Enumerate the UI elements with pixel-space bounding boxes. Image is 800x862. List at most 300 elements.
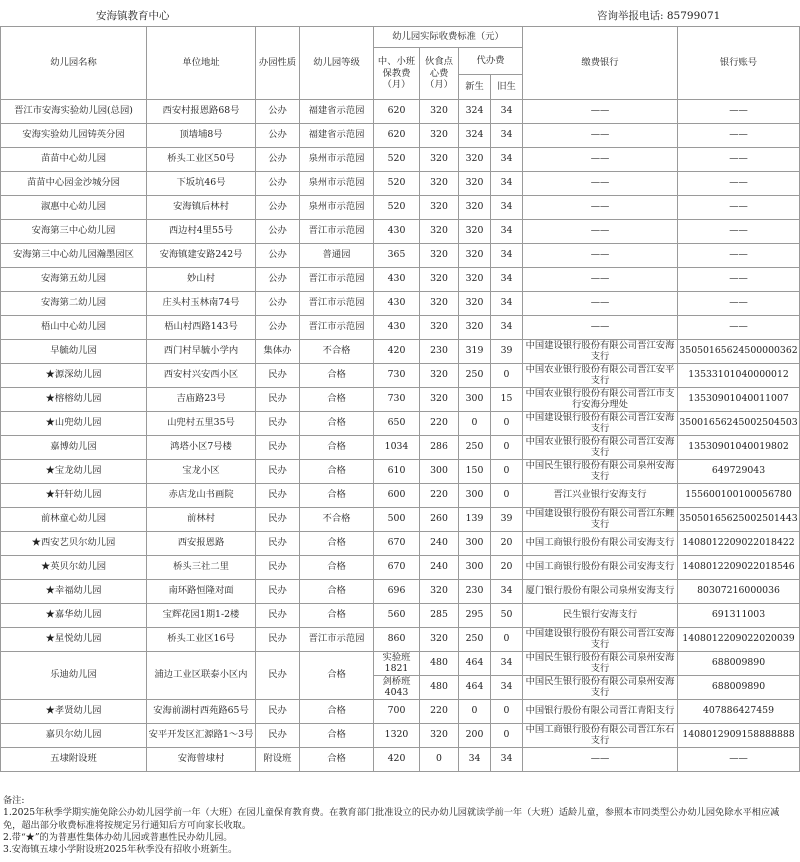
header-bank: 缴费银行	[523, 27, 678, 100]
nature: 公办	[256, 124, 300, 148]
kindergarten-name: ★孝贤幼儿园	[1, 700, 147, 724]
meal: 240	[420, 532, 459, 556]
nature: 民办	[256, 508, 300, 532]
header-grade: 幼儿园等级	[300, 27, 374, 100]
table-row	[1, 100, 800, 124]
bank: ——	[523, 148, 678, 172]
nature: 民办	[256, 580, 300, 604]
grade: 不合格	[300, 508, 374, 532]
meal: 320	[420, 316, 459, 340]
header-old: 旧生	[491, 75, 523, 100]
bank: ——	[523, 244, 678, 268]
agency-old: 34	[491, 316, 523, 340]
class-type-fee: 实验班1821	[374, 652, 420, 676]
meal: 220	[420, 700, 459, 724]
kindergarten-name: 淑惠中心幼儿园	[1, 196, 147, 220]
table-row	[1, 628, 800, 652]
address: 安平开发区汇源路1～3号	[147, 724, 256, 748]
grade: 泉州市示范园	[300, 148, 374, 172]
fee-table	[0, 26, 800, 772]
address: 西门村早毓小学内	[147, 340, 256, 364]
agency-old: 34	[491, 124, 523, 148]
grade: 合格	[300, 532, 374, 556]
agency-old: 34	[491, 100, 523, 124]
nature: 公办	[256, 292, 300, 316]
kindergarten-name: 晋江市安海实验幼儿园(总园)	[1, 100, 147, 124]
bank: ——	[523, 748, 678, 772]
meal: 320	[420, 580, 459, 604]
bank: 中国农业银行股份有限公司晋江安海支行	[523, 436, 678, 460]
address: 庄头村玉林南74号	[147, 292, 256, 316]
kindergarten-name: 苗苗中心园金沙城分园	[1, 172, 147, 196]
address: 妙山村	[147, 268, 256, 292]
agency-new: 320	[459, 244, 491, 268]
account: 691311003	[678, 604, 800, 628]
note-item: 2.带“★”的为普惠性集体办幼儿园或普惠性民办幼儿园。	[3, 831, 233, 843]
nature: 民办	[256, 436, 300, 460]
bank: ——	[523, 196, 678, 220]
account: ——	[678, 148, 800, 172]
meal: 320	[420, 100, 459, 124]
kindergarten-name: 嘉博幼儿园	[1, 436, 147, 460]
tuition: 1320	[374, 724, 420, 748]
agency-old: 34	[491, 292, 523, 316]
page-header	[0, 0, 800, 26]
nature: 民办	[256, 724, 300, 748]
account: ——	[678, 172, 800, 196]
nature: 民办	[256, 364, 300, 388]
agency-old: 34	[491, 196, 523, 220]
account: 407886427459	[678, 700, 800, 724]
bank: ——	[523, 292, 678, 316]
nature: 公办	[256, 196, 300, 220]
meal: 230	[420, 340, 459, 364]
bank: 中国建设银行股份有限公司晋江安海支行	[523, 340, 678, 364]
grade: 合格	[300, 556, 374, 580]
meal: 260	[420, 508, 459, 532]
agency-old: 34	[491, 748, 523, 772]
bank: ——	[523, 172, 678, 196]
account: ——	[678, 316, 800, 340]
table-row	[1, 292, 800, 316]
tuition: 430	[374, 220, 420, 244]
address: 桥头三社二里	[147, 556, 256, 580]
header-nature: 办园性质	[256, 27, 300, 100]
kindergarten-name: ★榕榕幼儿园	[1, 388, 147, 412]
address: 赤店龙山书画院	[147, 484, 256, 508]
address: 西安报恩路	[147, 532, 256, 556]
account: 35001656245002504503	[678, 412, 800, 436]
tuition: 520	[374, 172, 420, 196]
kindergarten-name: ★星悦幼儿园	[1, 628, 147, 652]
grade: 合格	[300, 460, 374, 484]
tuition: 860	[374, 628, 420, 652]
tuition: 430	[374, 292, 420, 316]
nature: 公办	[256, 244, 300, 268]
tuition: 430	[374, 268, 420, 292]
address: 南环路恒隆对面	[147, 580, 256, 604]
bank: ——	[523, 100, 678, 124]
agency-new: 300	[459, 556, 491, 580]
account: 155600100100056780	[678, 484, 800, 508]
agency-old: 39	[491, 340, 523, 364]
address: 山兜村五里35号	[147, 412, 256, 436]
grade: 泉州市示范园	[300, 172, 374, 196]
address: 鸿塔小区7号楼	[147, 436, 256, 460]
kindergarten-name: ★西安艺贝尔幼儿园	[1, 532, 147, 556]
note-item: 1.2025年秋季学期实施免除公办幼儿园学前一年（大班）在园儿童保育教育费。在教育部门批准设立的民办幼儿园就读学前一年（大班）适龄儿童，参照本市同类型公办幼儿园免除水平相应减免，超出部分收费标准将按规定另行通知后方可向家长收取。	[3, 807, 780, 831]
tuition: 620	[374, 124, 420, 148]
address: 桥头工业区50号	[147, 148, 256, 172]
address: 西边村4里55号	[147, 220, 256, 244]
notes	[3, 795, 795, 857]
grade: 合格	[300, 364, 374, 388]
grade: 普通园	[300, 244, 374, 268]
kindergarten-name: 苗苗中心幼儿园	[1, 148, 147, 172]
account: 688009890	[678, 676, 800, 700]
address: 西安村报恩路68号	[147, 100, 256, 124]
grade: 合格	[300, 700, 374, 724]
agency-old: 0	[491, 628, 523, 652]
nature: 公办	[256, 172, 300, 196]
agency-old: 34	[491, 676, 523, 700]
table-row	[1, 700, 800, 724]
grade: 合格	[300, 724, 374, 748]
account: 35050165625002501443	[678, 508, 800, 532]
meal: 240	[420, 556, 459, 580]
grade: 不合格	[300, 340, 374, 364]
table-row	[1, 580, 800, 604]
tuition: 620	[374, 100, 420, 124]
kindergarten-name: 五埭附设班	[1, 748, 147, 772]
meal: 286	[420, 436, 459, 460]
bank: 中国民生银行股份有限公司泉州安海支行	[523, 676, 678, 700]
account: ——	[678, 124, 800, 148]
bank: 中国建设银行股份有限公司晋江安海支行	[523, 412, 678, 436]
tuition: 730	[374, 388, 420, 412]
bank: 中国银行股份有限公司晋江青阳支行	[523, 700, 678, 724]
org-name: 安海镇教育中心	[96, 10, 170, 22]
grade: 晋江市示范园	[300, 268, 374, 292]
tuition: 500	[374, 508, 420, 532]
agency-old: 34	[491, 172, 523, 196]
table-row	[1, 388, 800, 412]
meal: 285	[420, 604, 459, 628]
bank: ——	[523, 124, 678, 148]
agency-new: 300	[459, 484, 491, 508]
grade: 晋江市示范园	[300, 220, 374, 244]
account: 13530901040019802	[678, 436, 800, 460]
tuition: 600	[374, 484, 420, 508]
tuition: 420	[374, 340, 420, 364]
agency-old: 50	[491, 604, 523, 628]
address: 西安村兴安西小区	[147, 364, 256, 388]
tuition: 365	[374, 244, 420, 268]
bank: 中国工商银行股份有限公司安海支行	[523, 532, 678, 556]
agency-new: 320	[459, 292, 491, 316]
kindergarten-name: 安海实验幼儿园铸英分园	[1, 124, 147, 148]
nature: 集体办	[256, 340, 300, 364]
tuition: 730	[374, 364, 420, 388]
agency-old: 34	[491, 580, 523, 604]
account: ——	[678, 748, 800, 772]
address: 前林村	[147, 508, 256, 532]
bank: 中国农业银行股份有限公司晋江市支行安海分理处	[523, 388, 678, 412]
grade: 福建省示范园	[300, 124, 374, 148]
address: 安海前湖村西苑路65号	[147, 700, 256, 724]
bank: 厦门银行股份有限公司泉州安海支行	[523, 580, 678, 604]
kindergarten-name: 安海第五幼儿园	[1, 268, 147, 292]
address: 浦边工业区联泰小区内	[147, 652, 256, 700]
kindergarten-name: 安海第二幼儿园	[1, 292, 147, 316]
bank: 中国建设银行股份有限公司晋江安海支行	[523, 628, 678, 652]
agency-old: 34	[491, 652, 523, 676]
grade: 晋江市示范园	[300, 628, 374, 652]
meal: 320	[420, 364, 459, 388]
header-account: 银行账号	[678, 27, 800, 100]
table-row	[1, 148, 800, 172]
agency-old: 0	[491, 724, 523, 748]
kindergarten-name: 乐迪幼儿园	[1, 652, 147, 700]
agency-old: 0	[491, 412, 523, 436]
account: 1408012909158888888	[678, 724, 800, 748]
bank: 中国工商银行股份有限公司晋江东石支行	[523, 724, 678, 748]
grade: 合格	[300, 748, 374, 772]
nature: 民办	[256, 412, 300, 436]
meal: 320	[420, 292, 459, 316]
address: 梧山村西路143号	[147, 316, 256, 340]
meal: 480	[420, 676, 459, 700]
tuition: 430	[374, 316, 420, 340]
address: 桥头工业区16号	[147, 628, 256, 652]
meal: 0	[420, 748, 459, 772]
agency-old: 15	[491, 388, 523, 412]
address: 吉庙路23号	[147, 388, 256, 412]
agency-new: 320	[459, 268, 491, 292]
agency-new: 324	[459, 124, 491, 148]
account: 80307216000036	[678, 580, 800, 604]
nature: 公办	[256, 220, 300, 244]
header-tuition: 中、小班保教费（月）	[374, 48, 420, 100]
nature: 公办	[256, 268, 300, 292]
agency-new: 0	[459, 700, 491, 724]
agency-new: 200	[459, 724, 491, 748]
table-row	[1, 724, 800, 748]
table-row	[1, 532, 800, 556]
meal: 320	[420, 268, 459, 292]
account: ——	[678, 220, 800, 244]
bank: ——	[523, 268, 678, 292]
meal: 320	[420, 244, 459, 268]
agency-old: 20	[491, 532, 523, 556]
tuition: 520	[374, 148, 420, 172]
tuition: 420	[374, 748, 420, 772]
table-row	[1, 412, 800, 436]
header-agency: 代办费	[459, 48, 523, 75]
header-name: 幼儿园名称	[1, 27, 147, 100]
kindergarten-name: 前林童心幼儿园	[1, 508, 147, 532]
agency-new: 0	[459, 412, 491, 436]
nature: 民办	[256, 388, 300, 412]
table-row	[1, 124, 800, 148]
agency-old: 39	[491, 508, 523, 532]
kindergarten-name: ★轩轩幼儿园	[1, 484, 147, 508]
agency-new: 34	[459, 748, 491, 772]
address: 安海镇后林村	[147, 196, 256, 220]
table-row	[1, 220, 800, 244]
meal: 320	[420, 628, 459, 652]
meal: 320	[420, 148, 459, 172]
table-row	[1, 244, 800, 268]
table-row	[1, 508, 800, 532]
agency-new: 464	[459, 676, 491, 700]
kindergarten-name: ★幸福幼儿园	[1, 580, 147, 604]
meal: 320	[420, 220, 459, 244]
table-row	[1, 604, 800, 628]
agency-old: 0	[491, 436, 523, 460]
bank: 中国农业银行股份有限公司晋江安平支行	[523, 364, 678, 388]
note-item: 3.安海镇五埭小学附设班2025年秋季没有招收小班新生。	[3, 844, 238, 856]
account: 649729043	[678, 460, 800, 484]
agency-new: 319	[459, 340, 491, 364]
tuition: 610	[374, 460, 420, 484]
nature: 公办	[256, 100, 300, 124]
account: ——	[678, 196, 800, 220]
grade: 合格	[300, 652, 374, 700]
agency-new: 139	[459, 508, 491, 532]
bank: 晋江兴业银行安海支行	[523, 484, 678, 508]
nature: 民办	[256, 460, 300, 484]
class-type-fee: 剑桥班4043	[374, 676, 420, 700]
address: 安海曾埭村	[147, 748, 256, 772]
agency-new: 300	[459, 388, 491, 412]
kindergarten-name: ★山兜幼儿园	[1, 412, 147, 436]
nature: 民办	[256, 484, 300, 508]
account: 1408012209022018546	[678, 556, 800, 580]
tuition: 560	[374, 604, 420, 628]
agency-old: 20	[491, 556, 523, 580]
tuition: 650	[374, 412, 420, 436]
grade: 合格	[300, 484, 374, 508]
table-row	[1, 340, 800, 364]
table-row	[1, 316, 800, 340]
kindergarten-name: 早毓幼儿园	[1, 340, 147, 364]
agency-new: 320	[459, 172, 491, 196]
kindergarten-name: ★英贝尔幼儿园	[1, 556, 147, 580]
grade: 泉州市示范园	[300, 196, 374, 220]
agency-new: 250	[459, 364, 491, 388]
agency-old: 34	[491, 244, 523, 268]
agency-new: 320	[459, 196, 491, 220]
hotline: 咨询举报电话: 85799071	[597, 10, 721, 22]
table-row	[1, 556, 800, 580]
nature: 民办	[256, 604, 300, 628]
agency-old: 34	[491, 268, 523, 292]
table-row	[1, 172, 800, 196]
grade: 福建省示范园	[300, 100, 374, 124]
meal: 300	[420, 460, 459, 484]
nature: 公办	[256, 316, 300, 340]
table-row	[1, 268, 800, 292]
account: ——	[678, 268, 800, 292]
meal: 320	[420, 124, 459, 148]
tuition: 520	[374, 196, 420, 220]
table-row	[1, 460, 800, 484]
agency-new: 324	[459, 100, 491, 124]
bank: 中国民生银行股份有限公司泉州安海支行	[523, 652, 678, 676]
meal: 320	[420, 388, 459, 412]
account: 35050165624500000362	[678, 340, 800, 364]
nature: 民办	[256, 532, 300, 556]
bank: 中国民生银行股份有限公司泉州安海支行	[523, 460, 678, 484]
agency-old: 34	[491, 148, 523, 172]
nature: 附设班	[256, 748, 300, 772]
bank: 民生银行安海支行	[523, 604, 678, 628]
agency-new: 295	[459, 604, 491, 628]
table-row	[1, 748, 800, 772]
bank: 中国建设银行股份有限公司晋江东鲤支行	[523, 508, 678, 532]
tuition: 1034	[374, 436, 420, 460]
address: 安海镇建安路242号	[147, 244, 256, 268]
address: 宝龙小区	[147, 460, 256, 484]
meal: 320	[420, 196, 459, 220]
bank: ——	[523, 316, 678, 340]
agency-old: 0	[491, 484, 523, 508]
header-fee-standard: 幼儿园实际收费标准（元）	[374, 27, 523, 48]
grade: 合格	[300, 604, 374, 628]
meal: 320	[420, 724, 459, 748]
kindergarten-name: ★宝龙幼儿园	[1, 460, 147, 484]
header-address: 单位地址	[147, 27, 256, 100]
nature: 民办	[256, 628, 300, 652]
agency-new: 320	[459, 316, 491, 340]
tuition: 700	[374, 700, 420, 724]
bank: ——	[523, 220, 678, 244]
kindergarten-name: 安海第三中心幼儿园瀚墨园区	[1, 244, 147, 268]
account: 1408012209022018422	[678, 532, 800, 556]
nature: 民办	[256, 700, 300, 724]
agency-new: 150	[459, 460, 491, 484]
grade: 晋江市示范园	[300, 316, 374, 340]
meal: 220	[420, 484, 459, 508]
tuition: 670	[374, 532, 420, 556]
agency-old: 0	[491, 700, 523, 724]
agency-new: 320	[459, 148, 491, 172]
agency-new: 464	[459, 652, 491, 676]
agency-new: 300	[459, 532, 491, 556]
table-row	[1, 364, 800, 388]
address: 宝辉花园1期1-2楼	[147, 604, 256, 628]
kindergarten-name: 安海第三中心幼儿园	[1, 220, 147, 244]
nature: 民办	[256, 556, 300, 580]
meal: 320	[420, 172, 459, 196]
account: 13530901040011007	[678, 388, 800, 412]
agency-new: 230	[459, 580, 491, 604]
meal: 480	[420, 652, 459, 676]
account: ——	[678, 100, 800, 124]
meal: 220	[420, 412, 459, 436]
table-row	[1, 652, 800, 676]
address: 下坂坑46号	[147, 172, 256, 196]
account: ——	[678, 292, 800, 316]
agency-old: 34	[491, 220, 523, 244]
kindergarten-name: 梧山中心幼儿园	[1, 316, 147, 340]
grade: 合格	[300, 436, 374, 460]
agency-old: 0	[491, 460, 523, 484]
table-row	[1, 484, 800, 508]
bank: 中国工商银行股份有限公司安海支行	[523, 556, 678, 580]
tuition: 670	[374, 556, 420, 580]
